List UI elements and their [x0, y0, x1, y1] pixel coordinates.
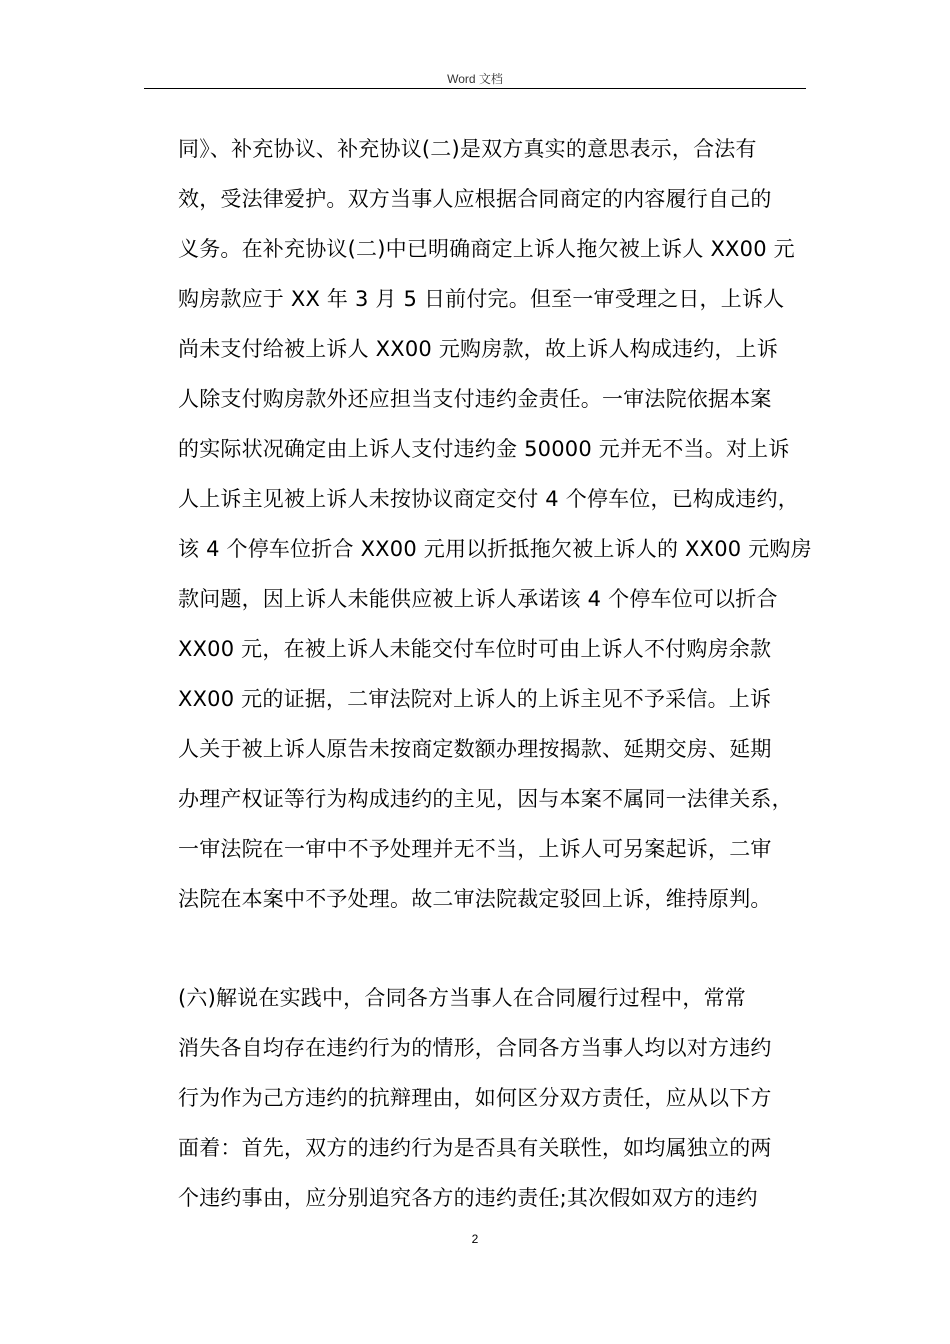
paragraph-line: 法院在本案中不予处理。故二审法院裁定驳回上诉，维持原判。	[178, 887, 772, 911]
paragraph-line: 行为作为己方违约的抗辩理由，如何区分双方责任，应从以下方	[178, 1086, 772, 1110]
paragraph-line: 一审法院在一审中不予处理并无不当，上诉人可另案起诉，二审	[178, 837, 772, 861]
paragraph-line: 效，受法律爱护。双方当事人应根据合同商定的内容履行自己的	[178, 187, 772, 211]
paragraph-line: 人上诉主见被上诉人未按协议商定交付 4 个停车位，已构成违约，	[178, 487, 799, 511]
page-number: 2	[471, 1232, 479, 1246]
paragraph-line: 消失各自均存在违约行为的情形，合同各方当事人均以对方违约	[178, 1036, 772, 1060]
paragraph-line: 款问题，因上诉人未能供应被上诉人承诺该 4 个停车位可以折合	[178, 587, 778, 611]
paragraph-line: 人关于被上诉人原告未按商定数额办理按揭款、延期交房、延期	[178, 737, 772, 761]
paragraph-line: 个违约事由，应分别追究各方的违约责任;其次假如双方的违约	[178, 1186, 758, 1210]
paragraph-line: 尚未支付给被上诉人 XX00 元购房款，故上诉人构成违约，上诉	[178, 337, 779, 361]
paragraph-line: 面着：首先，双方的违约行为是否具有关联性，如均属独立的两	[178, 1136, 772, 1160]
paragraph-line: XX00 元的证据，二审法院对上诉人的上诉主见不予采信。上诉	[178, 687, 772, 711]
paragraph-line: 购房款应于 XX 年 3 月 5 日前付完。但至一审受理之日，上诉人	[178, 287, 785, 311]
paragraph-line: 同》、补充协议、补充协议(二)是双方真实的意思表示，合法有	[178, 137, 757, 161]
paragraph-line: 人除支付购房款外还应担当支付违约金责任。一审法院依据本案	[178, 387, 772, 411]
paragraph-line: XX00 元，在被上诉人未能交付车位时可由上诉人不付购房余款	[178, 637, 772, 661]
body-paragraph-1	[178, 138, 818, 938]
paragraph-line: 义务。在补充协议(二)中已明确商定上诉人拖欠被上诉人 XX00 元	[178, 237, 795, 261]
document-header-title: Word 文档	[447, 72, 503, 86]
header-divider	[144, 88, 806, 89]
paragraph-line: 该 4 个停车位折合 XX00 元用以折抵拖欠被上诉人的 XX00 元购房	[178, 537, 812, 561]
paragraph-line: 的实际状况确定由上诉人支付违约金 50000 元并无不当。对上诉	[178, 437, 790, 461]
paragraph-line: 办理产权证等行为构成违约的主见，因与本案不属同一法律关系，	[178, 787, 793, 811]
body-paragraph-2	[178, 987, 818, 1237]
paragraph-line: (六)解说在实践中，合同各方当事人在合同履行过程中，常常	[178, 986, 746, 1010]
